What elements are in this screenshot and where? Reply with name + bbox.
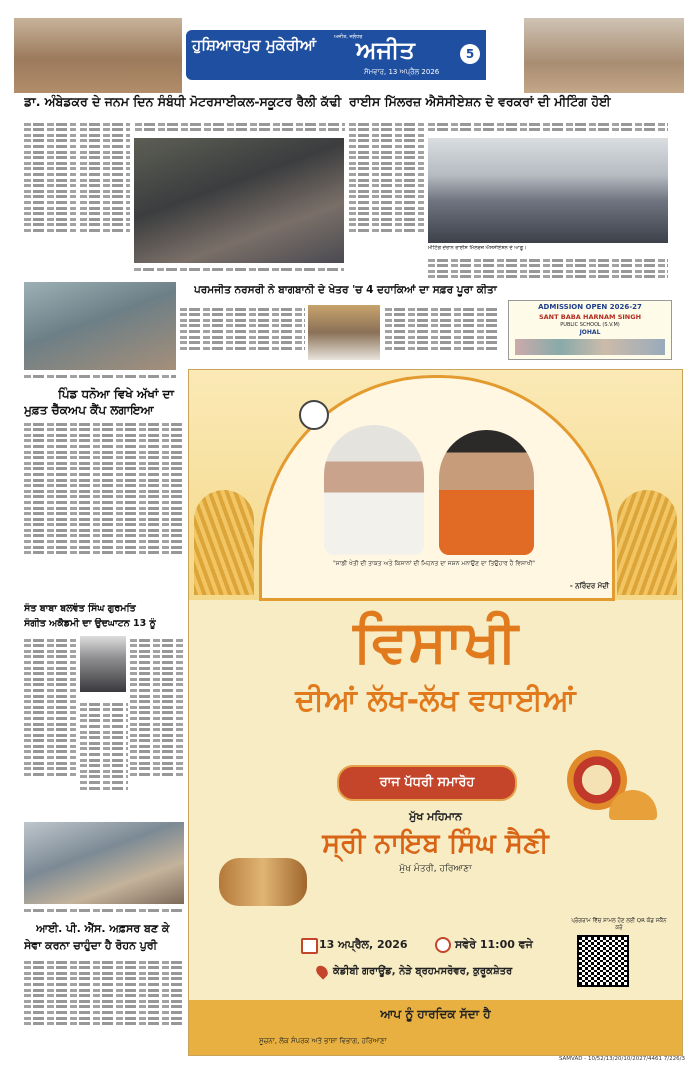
school-ad-name-2: PUBLIC SCHOOL (S.V.M) [560,322,620,328]
story-6-caption [24,906,184,916]
story-3-text-2 [385,305,500,365]
ad-bottom-band [189,1000,682,1055]
header-photo-right [524,18,684,93]
story-2-caption: ਮੀਟਿੰਗ ਦੌਰਾਨ ਰਾਈਸ ਮਿੱਲਰਜ਼ ਐਸੋਸੀਏਸ਼ਨ ਦੇ ਆਗੂ। [428,245,527,251]
vaisakhi-title: ਵਿਸਾਖੀ [353,607,518,675]
rally-photo [134,138,344,263]
story-3-headline: ਪਰਮਜੀਤ ਨਰਸਰੀ ਨੇ ਬਾਗਬਾਨੀ ਦੇ ਖੇਤਰ 'ਚ 4 ਦਹਾਕਿਆਂ ਦਾ ਸਫ਼ਰ ਪੂਰਾ ਕੀਤਾ [194,284,497,296]
rohan-family-photo [24,822,184,904]
story-1-text [24,120,76,280]
vaisakhi-subtitle: ਦੀਆਂ ਲੱਖ-ਲੱਖ ਵਧਾਈਆਂ [295,683,576,718]
story-5-headline-2: ਸੰਗੀਤ ਅਕੈਡਮੀ ਦਾ ਉਦਘਾਟਨ 13 ਨੂੰ [24,618,156,629]
story-2-text-2 [428,120,668,138]
story-1-headline: ਡਾ. ਅੰਬੇਡਕਰ ਦੇ ਜਨਮ ਦਿਨ ਸੰਬੰਧੀ ਮੋਟਰਸਾਈਕਲ-ਸਕੂਟਰ ਰੈਲੀ ਕੱਢੀ [24,94,342,109]
modi-portrait [324,425,424,555]
event-venue: ਕੇਡੀਬੀ ਗਰਾਊਂਡ, ਨੇੜੇ ਬ੍ਰਹਮਸਰੋਵਰ, ਕੁਰੂਕਸ਼ੇਤਰ [333,966,513,977]
ad-footer-text: ਸੂਚਨਾ, ਲੋਕ ਸੰਪਰਕ ਅਤੇ ਭਾਸ਼ਾ ਵਿਭਾਗ, ਹਰਿਆਣਾ [259,1037,387,1045]
story-1-caption [134,265,344,275]
school-ad-place: JOHAL [579,329,601,336]
masthead-paper [326,30,486,80]
story-5-headline-1: ਸੰਤ ਬਾਬਾ ਬਲਵੰਤ ਸਿੰਘ ਗੁਰਮਤਿ [24,603,136,614]
sant-portrait-photo [80,636,126,692]
event-time: ਸਵੇਰੇ 11:00 ਵਜੇ [455,938,533,951]
story-4-text [24,420,184,600]
quote-author: - ਨਰਿੰਦਰ ਮੋਦੀ [569,582,609,590]
millers-meeting-photo [428,138,668,243]
modi-quote: "ਸਾਡੀ ਖੇਤੀ ਦੀ ਤਾਕਤ ਅਤੇ ਕਿਸਾਨਾਂ ਦੀ ਮਿਹਨਤ ਦਾ ਜਸ਼ਨ ਮਨਾਉਣ ਦਾ ਤਿਉਹਾਰ ਹੈ ਵਿਸਾਖੀ" [332,560,536,567]
nursery-group-photo [24,282,176,370]
chief-guest-role: ਮੁੱਖ ਮੰਤਰੀ, ਹਰਿਆਣਾ [399,864,472,874]
story-1-text-2 [80,120,130,280]
story-5-text [24,636,76,821]
story-1-text-3 [135,120,345,140]
story-6-text [24,958,184,1053]
school-ad-banner: ADMISSION OPEN 2026-27 [538,303,642,311]
issue-date: ਸੋਮਵਾਰ, 13 ਅਪ੍ਰੈਲ 2026 [364,68,440,76]
ad-top-banner [189,370,682,600]
qr-instruction: ਪ੍ਰੋਗਰਾਮ ਵਿੱਚ ਸ਼ਾਮਲ ਹੋਣ ਲਈ QR ਕੋਡ ਸਕੈਨ ਕਰੋ [571,918,667,931]
wheat-right-icon [617,490,677,595]
paper-subtitle: ਅਜੀਤ, ਜਲੰਧਰ [334,34,363,40]
story-4-headline-2: ਮੁਫ਼ਤ ਚੈੱਕਅਪ ਕੈਂਪ ਲਗਾਇਆ [24,403,154,417]
wheat-left-icon [194,490,254,595]
story-5-text-2 [130,636,185,821]
calendar-icon [301,938,318,954]
masthead-edition [186,30,326,80]
story-3-caption [24,372,176,384]
story-4-headline-1: ਪਿੰਡ ਧਨੋਆ ਵਿਖੇ ਅੱਖਾਂ ਦਾ [58,387,174,401]
header-photo-left [14,18,182,93]
nursery-portrait-photo [308,305,380,360]
story-2-text [349,120,424,280]
school-ad-photos [515,339,665,355]
drum-pots-illustration [219,858,307,906]
event-badge: ਰਾਜ ਪੱਧਰੀ ਸਮਾਰੋਹ [337,765,517,801]
haryana-emblem [299,400,329,430]
paper-name: ਅਜੀਤ [356,36,415,64]
vaisakhi-ad[interactable] [188,369,683,1056]
event-date: 13 ਅਪ੍ਰੈਲ, 2026 [319,938,408,951]
location-pin-icon [314,963,330,979]
invitation-text: ਆਪ ਨੂੰ ਹਾਰਦਿਕ ਸੱਦਾ ਹੈ [380,1007,491,1021]
samvad-code: SAMVAD - 10/52/13/20/10/2027/4461 7/226/3 [558,1056,685,1062]
school-admission-ad[interactable] [508,300,672,360]
story-2-headline: ਰਾਈਸ ਮਿੱਲਰਜ਼ ਐਸੋਸੀਏਸ਼ਨ ਦੇ ਵਰਕਰਾਂ ਦੀ ਮੀਟਿੰਗ ਹੋਈ [349,94,611,109]
story-6-headline-1: ਆਈ. ਪੀ. ਐੱਸ. ਅਫ਼ਸਰ ਬਣ ਕੇ [36,922,170,935]
clock-icon [435,937,451,953]
chief-guest-label: ਮੁੱਖ ਮਹਿਮਾਨ [409,810,462,823]
edition-title: ਹੁਸ਼ਿਆਰਪੁਰ ਮੁਕੇਰੀਆਂ [192,36,317,54]
story-6-headline-2: ਸੇਵਾ ਕਰਨਾ ਚਾਹੁੰਦਾ ਹੈ ਰੋਹਨ ਪੁਰੀ [24,939,158,952]
story-5-text-3 [80,700,128,820]
registration-qr-code[interactable] [577,935,629,987]
story-3-text-1 [180,305,305,365]
saini-portrait [439,430,534,555]
page-number: 5 [460,44,480,64]
chief-guest-name: ਸ੍ਰੀ ਨਾਇਬ ਸਿੰਘ ਸੈਣੀ [322,828,549,859]
school-ad-name-1: SANT BABA HARNAM SINGH [538,313,642,321]
